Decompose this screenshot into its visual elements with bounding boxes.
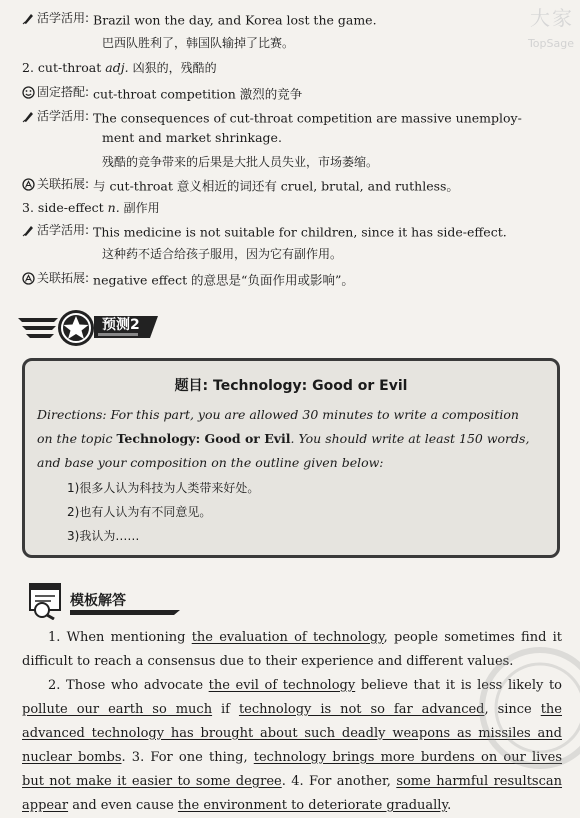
example-3-cn: 这种药不适合给孩子服用，因为它有副作用。	[102, 247, 343, 261]
prediction-title: 预测2	[102, 317, 140, 333]
extension-label-text: 关联拓展:	[37, 177, 90, 191]
pen-icon	[22, 12, 35, 25]
example-3-en-line	[22, 222, 507, 241]
apply-label-text: 活学活用:	[37, 109, 90, 123]
example-2-cn: 残酷的竞争带来的后果是大批人员失业，市场萎缩。	[102, 155, 379, 169]
pen-icon	[22, 110, 35, 123]
answer-underlined: the evaluation of technology	[191, 630, 384, 645]
outline-item-1: 1)很多人认为科技为人类带来好处。	[67, 481, 260, 495]
directions-line-3: and base your composition on the outline given below:	[37, 455, 384, 470]
smiley-icon	[22, 86, 35, 99]
item-pos: n.	[107, 200, 120, 215]
item-number: 3.	[22, 200, 34, 215]
extension-3-line	[22, 270, 354, 289]
watermark-top	[496, 2, 574, 50]
phrase-text: cut-throat competition 激烈的竞争	[93, 86, 303, 102]
extension-label-text: 关联拓展:	[37, 271, 90, 285]
directions-topic: Technology: Good or Evil	[116, 431, 291, 446]
vocab-item-2	[22, 60, 217, 76]
answer-underlined: some harmful resultscan appear	[22, 774, 563, 813]
item-word: side-effect	[37, 200, 104, 215]
watermark-seal-icon	[460, 638, 580, 778]
star-badge-icon	[18, 306, 178, 348]
answer-underlined: technology brings more burdens on our lives but not make it easier to some degree	[22, 750, 562, 789]
answer-underlined: the environment to deteriorate gradually	[177, 798, 448, 813]
answer-text: and even cause	[68, 798, 178, 813]
answer-text: if	[212, 702, 239, 717]
answer-text: .	[447, 798, 452, 813]
extension-2-line	[22, 176, 459, 195]
topic-box	[22, 358, 560, 558]
prediction-header	[18, 306, 178, 348]
watermark-en: TopSage	[527, 37, 574, 50]
extension-icon	[22, 178, 35, 191]
item-meaning: 凶狠的，残酷的	[132, 61, 217, 75]
answer-text: . 4. For another,	[281, 774, 397, 789]
extension-text: negative effect 的意思是“负面作用或影响”。	[93, 272, 354, 288]
watermark-cn: 大家	[530, 6, 574, 30]
vocab-item-3	[22, 200, 160, 216]
example-1-en: Brazil won the day, and Korea lost the game.	[93, 12, 377, 28]
topic-title: 题目: Technology: Good or Evil	[174, 378, 408, 394]
outline-item-2: 2)也有人认为有不同意见。	[67, 505, 212, 519]
example-1-cn: 巴西队胜利了，韩国队输掉了比赛。	[102, 36, 295, 50]
item-meaning: 副作用	[123, 201, 160, 215]
example-2-en-1: The consequences of cut-throat competition are massive unemploy-	[93, 110, 522, 126]
answer-underlined: the advanced technology has brought about such deadly weapons as missiles and nuclear bombs	[22, 702, 562, 765]
example-2-en-2: ment and market shrinkage.	[102, 130, 282, 145]
directions-line-1: Directions: For this part, you are allowed 30 minutes to write a composition	[37, 407, 519, 422]
answer-text: 1. When mentioning	[48, 630, 192, 645]
model-answer-title: 模板解答	[70, 593, 126, 609]
apply-label-text: 活学活用:	[37, 11, 90, 25]
answer-text: 2. Those who advocate	[48, 678, 209, 693]
phrase-line	[22, 84, 302, 103]
example-1-en-line	[22, 10, 377, 29]
answer-underlined: the evil of technology	[208, 678, 356, 693]
answer-text: , people sometimes find it difficult to reach a consensus due to their experience and different values.	[22, 630, 563, 669]
directions-text: . You should write at least 150 words,	[290, 431, 530, 446]
template-icon	[26, 582, 70, 620]
model-answer-header	[26, 582, 186, 622]
directions-line-2	[37, 431, 529, 447]
extension-icon	[22, 272, 35, 285]
apply-label-text: 活学活用:	[37, 223, 90, 237]
answer-text: . 3. For one thing,	[121, 750, 254, 765]
apply-label	[22, 222, 89, 238]
phrase-label	[22, 84, 89, 100]
item-number: 2.	[22, 60, 34, 75]
answer-text: , since	[484, 702, 541, 717]
item-pos: adj.	[105, 60, 129, 75]
example-3-en: This medicine is not suitable for children, since it has side-effect.	[93, 224, 507, 240]
phrase-label-text: 固定搭配:	[37, 85, 90, 99]
answer-underlined: technology is not so far advanced	[238, 702, 485, 717]
item-word: cut-throat	[37, 60, 102, 75]
pen-icon	[22, 224, 35, 237]
apply-label	[22, 108, 89, 124]
example-2-en-line	[22, 108, 522, 127]
answer-text: believe that it is less likely to	[355, 678, 563, 693]
apply-label	[22, 10, 89, 26]
answer-underlined: pollute our earth so much	[22, 702, 213, 717]
outline-item-3: 3)我认为……	[67, 529, 140, 543]
directions-text: on the topic	[37, 431, 117, 446]
extension-text: 与 cut-throat 意义相近的词还有 cruel, brutal, and ruthless。	[93, 178, 459, 194]
header-underline-icon	[70, 608, 180, 616]
extension-label	[22, 176, 89, 192]
extension-label	[22, 270, 89, 286]
